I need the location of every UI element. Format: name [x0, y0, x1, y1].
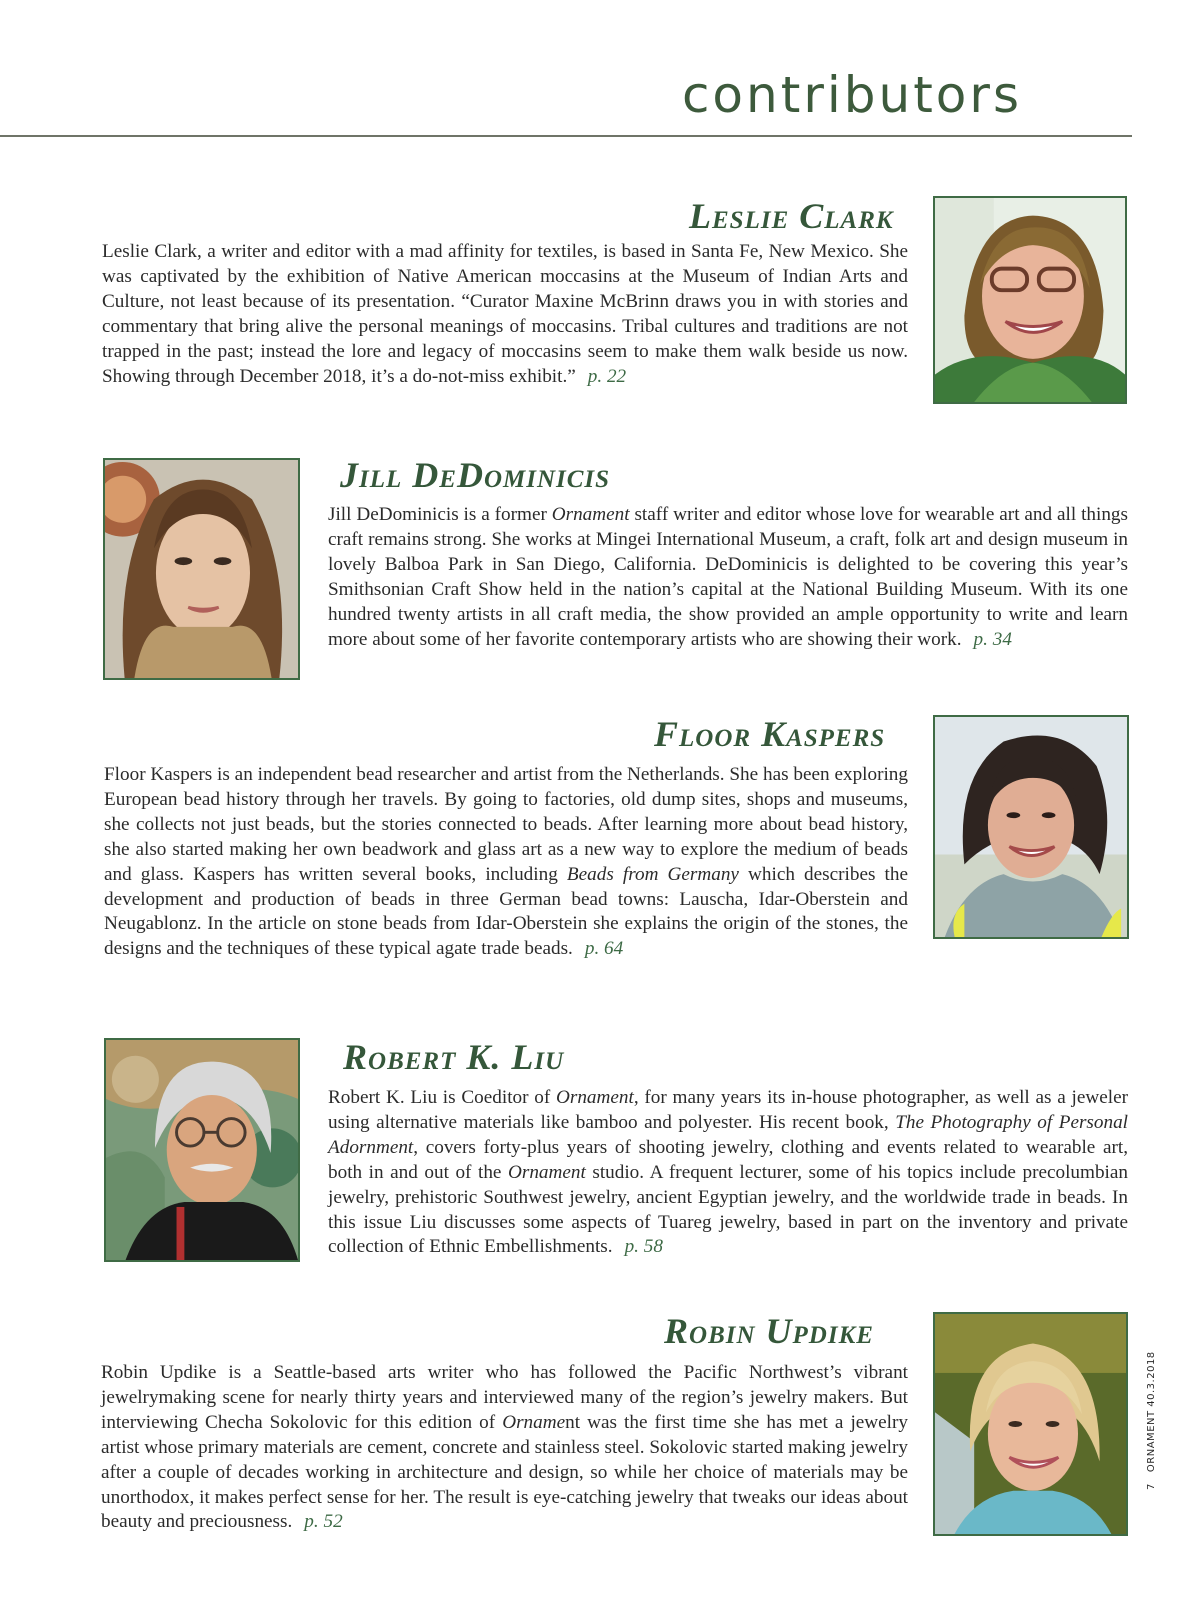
- issue-label: ORNAMENT 40.3.2018: [1146, 1351, 1157, 1473]
- page-number: 7: [1146, 1483, 1157, 1490]
- portrait-photo: [104, 1038, 300, 1262]
- contributor-name: Jill DeDominicis: [340, 455, 611, 495]
- contributor-bio: Robert K. Liu is Coeditor of Ornament, for many years its in-house photographer, as well as a jeweler using alternative materials like bamboo and polyester. His recent book, The Photography of Personal Adornment, covers forty-plus years of shooting jewelry, clothing and events related to wearable art, both in and out of the Ornament studio. A frequent lecturer, some of his topics include precolumbian jewelry, prehistoric Southwest jewelry, ancient Egyptian jewelry, and the worldwide trade in beads. In this issue Liu discusses some aspects of Tuareg jewelry, based in part on the inventory and private collection of Ethnic Embellishments. p. 58: [328, 1087, 1129, 1258]
- contributor-name: Robert K. Liu: [343, 1037, 565, 1077]
- contributor-bio: Jill DeDominicis is a former Ornament staff writer and editor whose love for wearable art and all things craft remains strong. She works at Mingei International Museum, a craft, folk art and design museum in lovely Balboa Park in San Diego, California. DeDominicis is delighted to be covering this year’s Smithsonian Craft Show held in the nation’s capital at the National Building Museum. With its one hundred twenty artists in all craft media, the show provided an ample opportunity to write and learn more about some of her favorite contemporary artists who are showing their work. p. 34: [328, 504, 1128, 650]
- portrait-image: [106, 1040, 298, 1260]
- portrait-photo: [933, 1312, 1128, 1536]
- page-reference-link[interactable]: p. 64: [584, 938, 624, 960]
- contributor-bio: Leslie Clark, a writer and editor with a mad affinity for textiles, is based in Santa Fe, New Mexico. She was captivated by the exhibition of Native American moccasins at the Museum of Indian Arts and Culture, not least because of its presentation. “Curator Maxine McBrinn draws you in with stories and commentary that bring alive the personal meanings of moccasins. Tribal cultures and traditions are not trapped in the past; instead the lore and legacy of moccasins seem to make them walk beside us now. Showing through December 2018, it’s a do-not-miss exhibit.” p. 22: [102, 241, 908, 387]
- page-reference-link[interactable]: p. 52: [304, 1511, 343, 1533]
- contributor-bio: Floor Kaspers is an independent bead researcher and artist from the Netherlands. She has been exploring European bead history through her travels. By going to factories, old dump sites, shops and museums, she collects not just beads, but the stories connected to beads. After learning more about bead history, she also started making her own beadwork and glass art as a new way to explore the medium of beads and glass. Kaspers has written several books, including Beads from Germany which describes the development and production of beads in three German bead towns: Lauscha, Idar-Oberstein and Neugablonz. In the article on stone beads from Idar-Oberstein she explains the origin of the stones, the designs and the techniques of these typical agate trade beads. p. 64: [104, 764, 908, 960]
- portrait-photo: [103, 458, 300, 680]
- page-title: contributors: [681, 66, 1022, 124]
- page-header: [0, 60, 1132, 137]
- page-reference-link[interactable]: p. 34: [973, 628, 1012, 650]
- portrait-image: [935, 198, 1125, 402]
- portrait-image: [105, 460, 298, 678]
- page-reference-link[interactable]: p. 22: [587, 365, 627, 387]
- contributor-name: Robin Updike: [664, 1311, 874, 1351]
- portrait-photo: [933, 196, 1127, 404]
- contributor-name: Floor Kaspers: [654, 714, 886, 754]
- portrait-photo: [933, 715, 1129, 939]
- portrait-image: [935, 717, 1127, 937]
- page-reference-link[interactable]: p. 58: [624, 1236, 663, 1258]
- portrait-image: [935, 1314, 1126, 1534]
- page-folio: [1146, 1351, 1157, 1490]
- contributor-bio: Robin Updike is a Seattle-based arts writer who has followed the Pacific Northwest’s vibrant jewelrymaking scene for nearly thirty years and interviewed many of the region’s jewelry makers. But interviewing Checha Sokolovic for this edition of Ornament was the first time she has met a jewelry artist whose primary materials are cement, concrete and stainless steel. Sokolovic started making jewelry after a couple of decades working in architecture and design, so while her choice of materials may be unorthodox, it makes perfect sense for her. The result is eye-catching jewelry that tweaks our ideas about beauty and preciousness. p. 52: [101, 1362, 908, 1533]
- contributor-name: Leslie Clark: [689, 196, 894, 236]
